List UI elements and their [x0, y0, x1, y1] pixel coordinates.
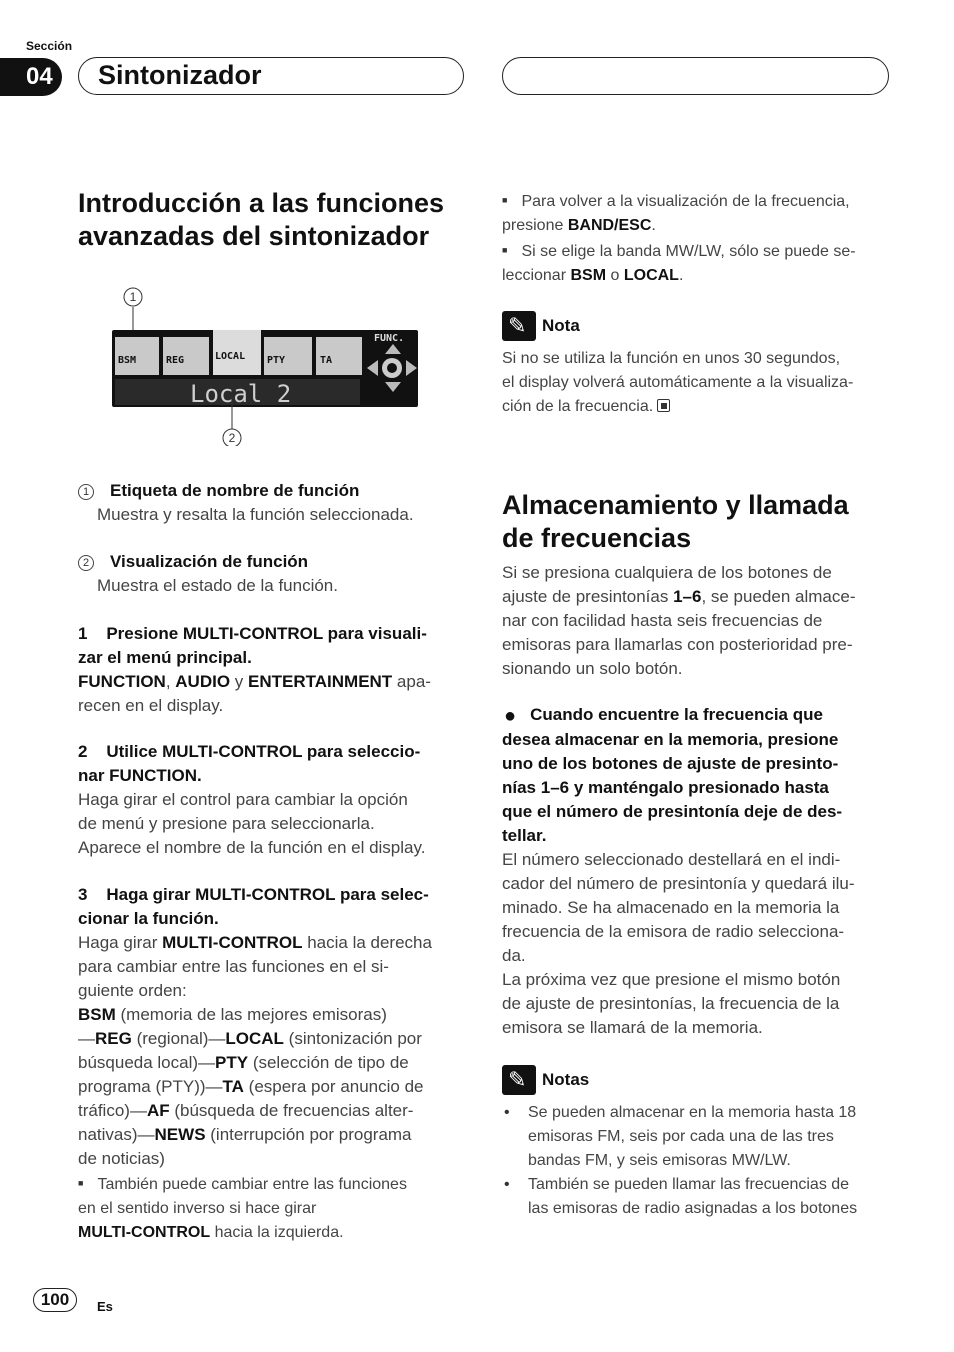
step-line-2: desea almacenar en la memoria, presione	[502, 730, 839, 749]
nota-line-2: el display volverá automáticamente a la visualiza-	[502, 374, 854, 391]
left-title-block	[78, 187, 468, 253]
legend-1-num: 1	[78, 484, 94, 500]
step-3-line-3: guiente orden:	[78, 981, 187, 1000]
body-line-7: de ajuste de presintonías, la frecuencia de la	[502, 994, 840, 1013]
body-line-6: La próxima vez que presione el mismo botón	[502, 970, 841, 989]
left-title: Introducción a las funciones avanzadas del sintonizador	[78, 188, 445, 251]
tip-2-l1: ■ Si se elige la banda MW/LW, sólo se puede se-	[502, 238, 894, 264]
section-2-title	[502, 489, 902, 555]
tab-reg-label: REG	[166, 355, 185, 366]
step-line-4: nías 1–6 y manténgalo presionado hasta	[502, 778, 829, 797]
body-line-8: emisora se llamará de la memoria.	[502, 1018, 763, 1037]
step-2-line-1: Haga girar el control para cambiar la opción	[78, 790, 408, 809]
step-3-line-10: de noticias)	[78, 1149, 165, 1168]
step-3-line-2: para cambiar entre las funciones en el si-	[78, 957, 389, 976]
step-1-body-l2: recen en el display.	[78, 696, 224, 715]
body-line-3: minado. Se ha almacenado en la memoria la	[502, 898, 840, 917]
step-3-heading-l1: 3 Haga girar MULTI-CONTROL para selec-	[78, 885, 429, 904]
step-3-line-7: programa (PTY))—TA (espera por anuncio de	[78, 1077, 424, 1096]
display-screen-text: Local 2	[190, 380, 292, 408]
legend-2-num: 2	[78, 555, 94, 571]
step-line-1: ● Cuando encuentre la frecuencia que	[504, 705, 823, 727]
body-line-5: da.	[502, 946, 526, 965]
intro-l1: Si se presiona cualquiera de los botones de	[502, 563, 832, 582]
step-2-heading-l1: 2 Utilice MULTI-CONTROL para seleccio-	[78, 742, 421, 761]
tab-bsm-label: BSM	[118, 355, 137, 366]
step-3-heading-l2: cionar la función.	[78, 909, 219, 928]
section-label: Sección	[26, 39, 73, 53]
step-3-line-1: Haga girar MULTI-CONTROL hacia la derecha	[78, 933, 432, 952]
step-3-note-l1: ■ También puede cambiar entre las funciones	[78, 1171, 470, 1197]
notas-label: Notas	[542, 1070, 590, 1089]
legend-2-desc: Muestra el estado de la función.	[97, 576, 338, 595]
legend-1-title: Etiqueta de nombre de función	[110, 481, 360, 500]
step-2	[78, 740, 470, 860]
tab-local-label: LOCAL	[215, 351, 246, 362]
nota-line-1: Si no se utiliza la función en unos 30 segundos,	[502, 350, 841, 367]
step-2-heading-l2: nar FUNCTION.	[78, 766, 202, 785]
intro-l2: ajuste de presintonías 1–6, se pueden almace-	[502, 587, 856, 606]
intro-l5: sionando un solo botón.	[502, 659, 683, 678]
nota-line-3: ción de la frecuencia.	[502, 395, 894, 419]
callout-1-text: 1	[129, 290, 137, 304]
tip-1-l2: presione BAND/ESC.	[502, 217, 656, 234]
step-2-line-2: de menú y presione para seleccionarla.	[78, 814, 375, 833]
pencil-icon	[502, 1065, 536, 1095]
body-line-1: El número seleccionado destellará en el indi-	[502, 850, 841, 869]
notas-block	[502, 1065, 894, 1221]
bullet-dot-icon: ●	[504, 705, 517, 727]
callout-2-text: 2	[228, 431, 236, 445]
intro-l4: emisoras para llamarlas con posterioridad pre-	[502, 635, 853, 654]
tip-2-l2: leccionar BSM o LOCAL.	[502, 267, 684, 284]
notas-bullet-1-l3: bandas FM, y seis emisoras MW/LW.	[528, 1152, 791, 1169]
legend-1	[78, 479, 468, 527]
section-2-intro	[502, 561, 902, 681]
legend-2	[78, 550, 468, 598]
tips	[502, 188, 894, 288]
notas-bullet-2-l2: las emisoras de radio asignadas a los botones	[528, 1200, 858, 1217]
tip-1-l1: ■ Para volver a la visualización de la frecuencia,	[502, 188, 894, 214]
notas-bullet-1-l1: • Se pueden almacenar en la memoria hasta 18	[502, 1101, 894, 1125]
legend-1-desc: Muestra y resalta la función seleccionada.	[97, 505, 414, 524]
step-3	[78, 883, 470, 1245]
step-3-line-6: búsqueda local)—PTY (selección de tipo de	[78, 1053, 409, 1072]
step-1-heading-l1: 1 Presione MULTI-CONTROL para visuali-	[78, 624, 427, 643]
step-line-6: tellar.	[502, 826, 547, 845]
step-3-note-l3: MULTI-CONTROL hacia la izquierda.	[78, 1224, 344, 1241]
body-line-2: cador del número de presintonía y quedará ilu-	[502, 874, 855, 893]
nota-label: Nota	[542, 316, 580, 335]
header-right-frame	[502, 57, 889, 95]
step-line-5: que el número de presintonía deje de des-	[502, 802, 843, 821]
step-2-line-3: Aparece el nombre de la función en el display.	[78, 838, 426, 857]
step-3-line-4: BSM (memoria de las mejores emisoras)	[78, 1005, 387, 1024]
display-illustration	[112, 286, 422, 446]
body-line-4: frecuencia de la emisora de radio selecciona-	[502, 922, 845, 941]
func-label: FUNC.	[374, 333, 405, 344]
step-1	[78, 622, 470, 718]
display-svg	[112, 286, 422, 446]
section-2-title-l1: Almacenamiento y llamada	[502, 490, 849, 520]
notas-bullet-1-l2: emisoras FM, seis por cada una de las tres	[528, 1128, 834, 1145]
notas-bullet-2-l1: • También se pueden llamar las frecuencias de	[502, 1173, 894, 1197]
intro-l3: nar con facilidad hasta seis frecuencias de	[502, 611, 823, 630]
step-1-body-l1: FUNCTION, AUDIO y ENTERTAINMENT apa-	[78, 672, 431, 691]
step-line-3: uno de los botones de ajuste de presinto-	[502, 754, 839, 773]
step-1-heading-l2: zar el menú principal.	[78, 648, 252, 667]
pencil-icon	[502, 311, 536, 341]
page-number: 100	[33, 1288, 77, 1312]
section-number: 04	[0, 58, 62, 96]
step-3-line-9: nativas)—NEWS (interrupción por programa	[78, 1125, 412, 1144]
section-2-title-l2: de frecuencias	[502, 523, 692, 553]
section-title: Sintonizador	[98, 60, 262, 90]
section-2-step	[502, 703, 902, 1040]
step-3-line-5: —REG (regional)—LOCAL (sintonización por	[78, 1029, 422, 1048]
tab-ta-label: TA	[320, 355, 333, 366]
step-3-line-8: tráfico)—AF (búsqueda de frecuencias alter-	[78, 1101, 414, 1120]
legend-2-title: Visualización de función	[110, 552, 309, 571]
end-mark-icon	[657, 399, 670, 412]
language-code: Es	[97, 1299, 113, 1314]
tab-pty-label: PTY	[267, 355, 286, 366]
step-3-note-l2: en el sentido inverso si hace girar	[78, 1200, 317, 1217]
nota-block	[502, 311, 894, 419]
